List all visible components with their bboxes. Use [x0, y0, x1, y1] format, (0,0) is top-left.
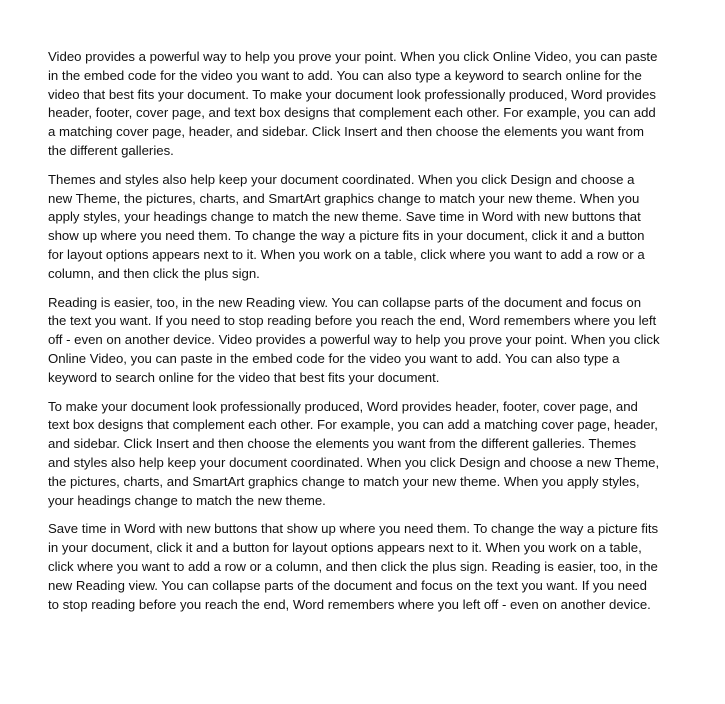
paragraph-4: To make your document look professionally produced, Word provides header, footer, cover page, and text box designs that complement each other. For example, you can add a matching cover page, header, and sidebar. Click Insert and then choose the elements you want from the different galleries. Themes and styles also help keep your document coordinated. When you click Design and choose a new Theme, the pictures, charts, and SmartArt graphics change to match your new theme. When you apply styles, your headings change to match the new theme.: [48, 398, 660, 508]
paragraph-5: Save time in Word with new buttons that show up where you need them. To change the way a picture fits in your document, click it and a button for layout options appears next to it. When you work on a table, click where you want to add a row or a column, and then click the plus sign. Reading is easier, too, in the new Reading view. You can collapse parts of the document and focus on the text you want. If you need to stop reading before you reach the end, Word remembers where you left off - even on another device.: [48, 521, 659, 612]
paragraph-3: Reading is easier, too, in the new Reading view. You can collapse parts of the document and focus on the text you want. If you need to stop reading before you reach the end, Word remembers where you left off - even on another device. Video provides a powerful way to help you prove your point. When you click Online Video, you can paste in the embed code for the video you want to add. You can also type a keyword to search online for the video that best fits your document.: [48, 294, 660, 385]
paragraph-1: Video provides a powerful way to help you prove your point. When you click Online Video, you can paste in the embed code for the video you want to add. You can also type a keyword to search online for the video that best fits your document. To make your document look professionally produced, Word provides header, footer, cover page, and text box designs that complement each other. For example, you can add a matching cover page, header, and sidebar. Click Insert and then choose the elements you want from the different galleries.: [48, 49, 658, 158]
paragraph-2: Themes and styles also help keep your document coordinated. When you click Design and choose a new Theme, the pictures, charts, and SmartArt graphics change to match your new theme. When you apply styles, your headings change to match the new theme. Save time in Word with new buttons that show up where you need them. To change the way a picture fits in your document, click it and a button for layout options appears next to it. When you work on a table, click where you want to add a row or a column, and then click the plus sign.: [48, 171, 645, 281]
document-body[interactable]: [48, 48, 660, 624]
